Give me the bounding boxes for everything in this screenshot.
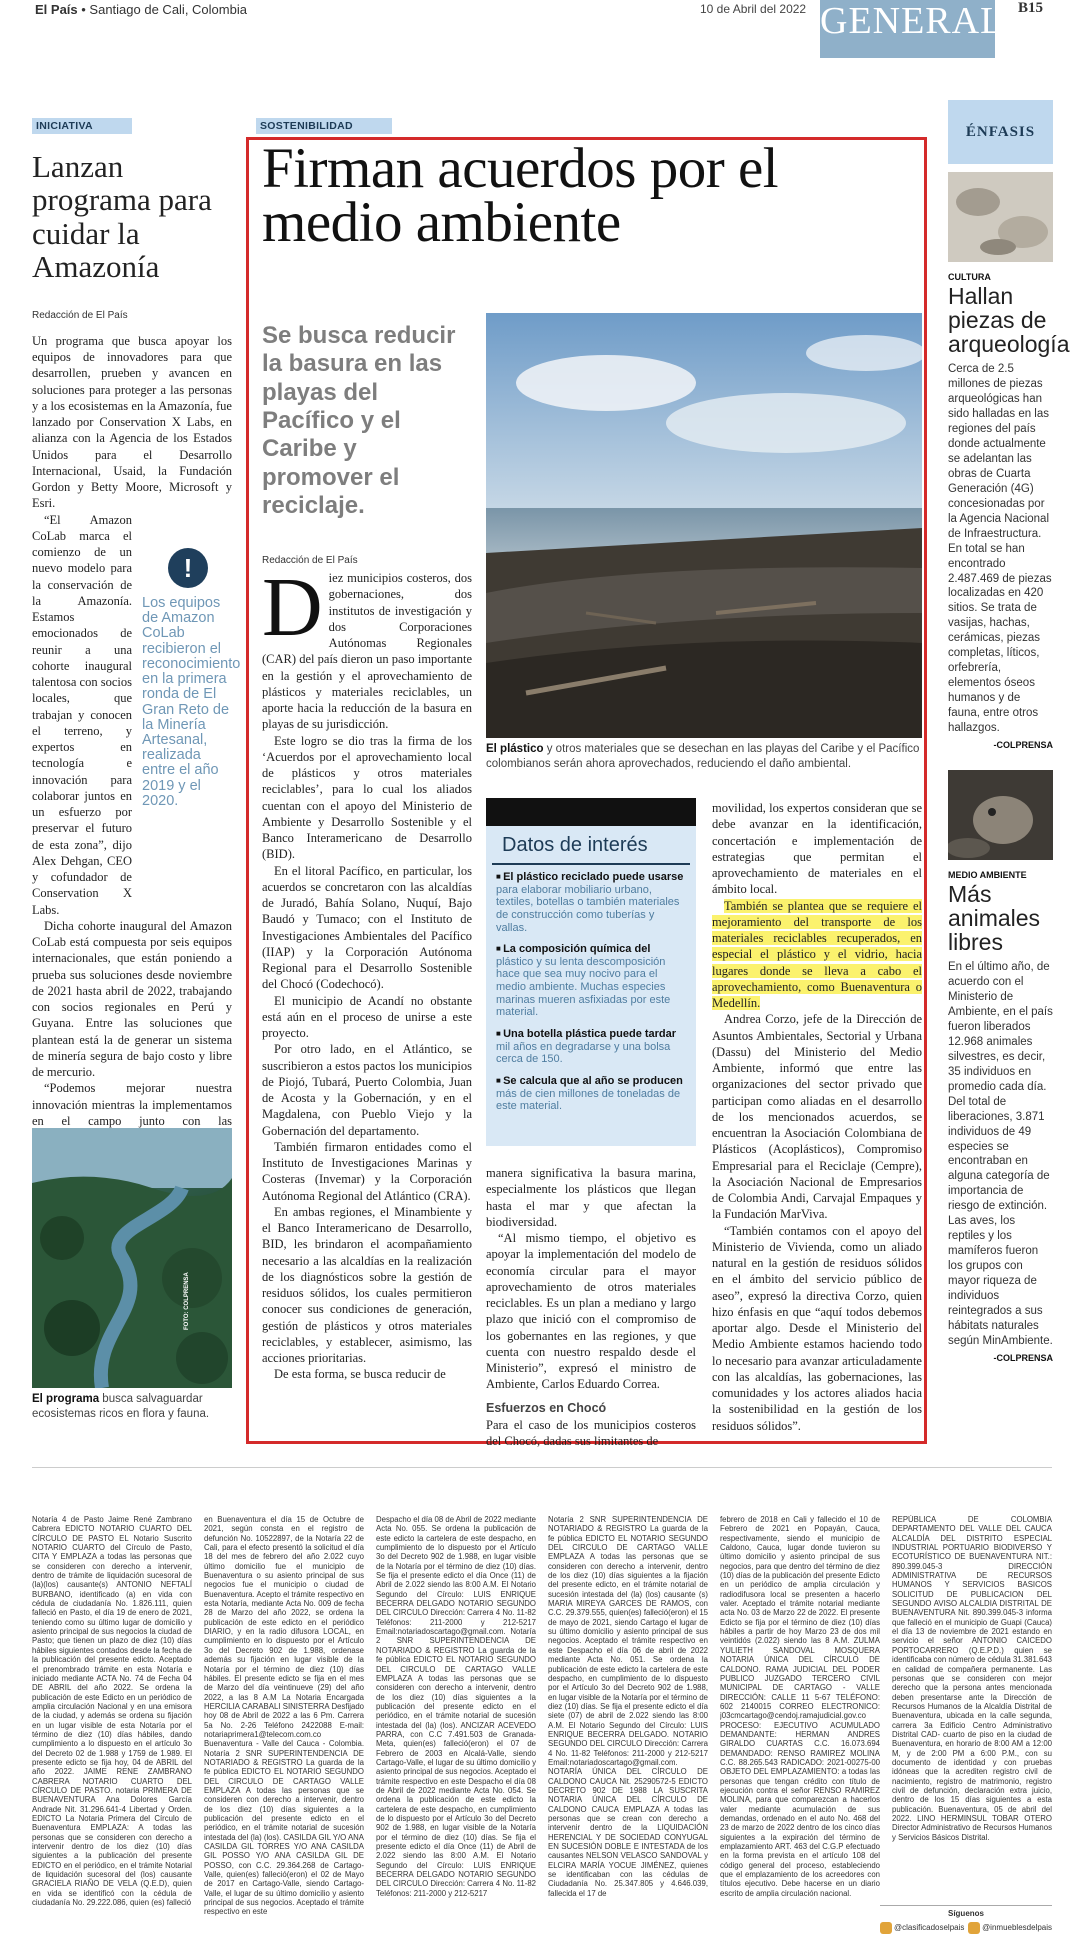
social-handles <box>880 1922 1052 1934</box>
fact-text: para elaborar mobiliario urbano, textiles, botellas o también materiales de construcción como tuberías y vallas. <box>496 883 680 934</box>
story2-credit: -COLPRENSA <box>993 1352 1053 1363</box>
column-body <box>262 561 472 1383</box>
column-body <box>486 1165 696 1449</box>
animal-photo <box>948 770 1053 860</box>
social-handle-2[interactable] <box>968 1922 1052 1934</box>
paragraph: Dicha cohorte inaugural del Amazon CoLab está compuesta por seis equipos internacionales, que están poniendo a prueba sus soluciones desde noviembre de 2021 hasta abril de 2022, trabajando con socios regionales en Perú y Guyana. Entre las soluciones que plantean está la de generar un sistema de minería segura de bajo costo y libre de mercurio. <box>32 918 232 1080</box>
paragraph: Andrea Corzo, jefe de la Dirección de Asuntos Ambientales, Sectorial y Urbana (Dassu) del Ministerio del Medio Ambiente, informó que entre las organizaciones del sector privado que participan como aliadas en el desarrollo de los mencionados acuerdos, se encuentran la Asociación Colombiana de Plásticos (Acoplásticos), Compromiso Empresarial para el Reciclaje (Cempre), la Asociación Nacional de Empresarios de Colombia Andi, Carvajal Empaques y la Fundación MarViva. <box>712 1012 922 1222</box>
paragraph: Este logro se dio tras la firma de los ‘Acuerdos por el aprovechamiento local de plásticos y otros materiales reciclables’, para lo cual los aliados cuentan con el apoyo del Ministerio de Ambiente y Desarrollo Sostenible y el Banco Interamericano de Desarrollo (BID). <box>262 733 472 862</box>
story1-credit: -COLPRENSA <box>993 739 1053 750</box>
archaeology-photo <box>948 172 1053 262</box>
issue-date: 10 de Abril del 2022 <box>700 2 807 16</box>
caption-lead: El programa <box>32 1393 100 1405</box>
left-photo-caption <box>32 1392 232 1422</box>
left-kicker: INICIATIVA <box>32 118 132 134</box>
enfasis-column <box>948 100 1070 1363</box>
fact-text: más de cien millones de toneladas de este material. <box>496 1087 681 1113</box>
social-footer <box>880 1905 1052 1934</box>
main-article-byline: Redacción de El País <box>262 555 358 566</box>
paragraph-text: iez municipios costeros, dos gobernaciones, dos institutos de investigación y dos Corporaciones Autónomas Regionales (CAR) del país dieron un paso importante en la gestión y el aprovechamiento de plásticos y materiales reciclables, un aporte hacia la reducción de la basura en playas de su jurisdicción. <box>262 571 472 732</box>
fact-lead: ■ Se calcula que al año se producen <box>496 1075 686 1088</box>
fact-item <box>496 871 686 934</box>
fact-item <box>496 943 686 1019</box>
caption-text: busca salvaguardar ecosistemas ricos en flora y fauna. <box>32 1393 210 1420</box>
instagram-icon <box>880 1922 892 1934</box>
main-article-subtitle: Se busca reducir la basura en las playas del Pacífico y el Caribe y promover el reciclaje. <box>262 322 456 519</box>
section-name: GENERAL <box>820 0 995 58</box>
column-body <box>712 800 922 1434</box>
facts-box-title: Datos de interés <box>492 826 690 865</box>
paragraph: El municipio de Acandí no obstante está aún en el proceso de unirse a este proyecto. <box>262 993 472 1040</box>
left-article-byline: Redacción de El País <box>32 309 128 321</box>
paragraph: “Al mismo tiempo, el objetivo es apoyar la implementación del modelo de economía circular para el mayor aprovechamiento de otros materiales reciclables. Es un plan a mediano y largo plazo que inició con el compromiso de los gobernantes en las regiones, y que cuenta con nuestro respaldo desde el Ministerio”, expresó el ministro de Ambiente, Carlos Eduardo Correa. <box>486 1231 696 1392</box>
social-title: Síguenos <box>880 1905 1052 1918</box>
main-column-3 <box>712 800 922 1434</box>
fact-lead: ■ El plástico reciclado puede usarse <box>496 871 686 884</box>
paragraph: Por otro lado, en el Atlántico, se suscribieron a estos pactos los municipios de Piojó, Tubará, Puerto Colombia, Juan de Acosta y la Gobernación, y en el Magdalena, con Pueblo Viejo y la Gobernación del departamento. <box>262 1042 472 1138</box>
photo-credit: FOTO: COLPRENSA <box>184 1272 190 1330</box>
archaeology-photo-art <box>948 172 1053 262</box>
notice-column <box>204 1515 364 1945</box>
story1-kicker: CULTURA <box>948 272 991 282</box>
paragraph: Un programa que busca apoyar los equipos de innovadores para que desarrollen, prueben y avancen en soluciones para proteger a las personas y a los ecosistemas en la Amazonía, fue lanzado por Conservation X Labs, en alianza con la Agencia de los Estados Unidos para el Desarrollo Internacional, Usaid, la Fundación Gordon y Betty Moore, Microsoft y Esri. <box>32 333 232 511</box>
masthead-left: El País • Santiago de Cali, Colombia <box>35 2 247 17</box>
fact-text: plástico y su lenta descomposición hace que sea muy nocivo para el medio ambiente. Muchas especies marinas mueren asfixiadas por este material. <box>496 955 671 1019</box>
notice-column <box>720 1515 880 1945</box>
paragraph: En el litoral Pacífico, en particular, los acuerdos se concretaron con las alcaldías de Juradó, Bahía Solano, Nuquí, Bajo Baudó y Tumaco; con el Instituto de Investigaciones Ambientales del Pacífico (IIAP) y la Corporación Autónoma Regional para el Desarrollo Sostenible del Chocó (Codechocó). <box>262 863 472 992</box>
amazon-photo-art <box>32 1128 232 1388</box>
fact-lead: ■ Una botella plástica puede tardar <box>496 1028 686 1041</box>
highlighted-paragraph <box>712 898 922 1012</box>
notice-column <box>548 1515 708 1945</box>
beach-photo-caption <box>486 742 922 772</box>
notice-text: Despacho el día 08 de Abril de 2022 mediante Acta No. 055. Se ordena la publicación de este edicto la cartelera de este despacho, en cumplimiento de lo dispuesto por el Artículo 3o del Decreto 902 de 1.988, en lugar visible de la Notaría por el término de diez (10) días. Se fija el presente edicto el día Once (11) de Abril de 2.022 siendo las 8:00 A.M. El Notario Segundo del Círculo: LUIS ENRIQUE BECERRA DELGADO NOTARIO SEGUNDO DEL CIRCULO Dirección: Carrera 4 No. 11-82 Teléfonos: 211-2000 y 212-5217 Email:notariadoscartago@gmail.com. Notaría 2 SNR SUPERINTENDENCIA DE NOTARIADO & REGISTRO La guarda de la fe pública EDICTO EL NOTARIO SEGUNDO DEL CIRCULO DE CARTAGO VALLE EMPLAZA A todas las personas que se consideren con derecho a intervenir, dentro de los diez (10) días siguientes a la publicación del presente edicto en el periódico, en el trámite notarial de sucesión intestada del (la) (los). ANCIZAR ACEVEDO PARRA, con C.C 7.491.503 de Granada-Meta, quien(es) falleció(eron) el 07 de Febrero de 2003 en Alcalá-Valle, siendo Cartago-Valle, el lugar de su último domicilio y asiento principal de sus negocios. Aceptado el trámite respectivo en este Despacho el día 08 de Abril de 2022 mediante Acta No. 054. Se ordena la publicación de este edicto la cartelera de este despacho, en cumplimiento de lo dispuesto por el Artículo 3o del Decreto 902 de 1.988, en lugar visible de la Notaría por el término de diez (10) días. Se fija el presente edicto el día Once (11) de Abril de 2.022 siendo las 8:00 A.M. El Notario Segundo del Círculo: LUIS ENRIQUE BECERRA DELGADO NOTARIO SEGUNDO DEL CIRCULO Dirección: Carrera 4 No. 11-82 Teléfonos: 211-2000 y 212-5217 <box>376 1515 536 1898</box>
main-article-title: Firman acuerdos por el medio ambiente <box>262 137 779 255</box>
paragraph: manera significativa la basura marina, especialmente los plásticos que llegan hasta el mar y que afectan la biodiversidad. <box>486 1166 696 1229</box>
fact-item <box>496 1075 686 1113</box>
paragraph: movilidad, los expertos consideran que se debe avanzar en la identificación, concertación e implementación de estrategias que permitan el aprovechamiento de materiales en el ámbito local. <box>712 801 922 897</box>
city: Santiago de Cali, Colombia <box>89 2 247 17</box>
main-column-2 <box>486 1165 696 1449</box>
handle-text: @inmueblesdelpais <box>982 1923 1052 1933</box>
story2-body: En el último año, de acuerdo con el Ministerio de Ambiente, en el país fueron liberados 12.968 animales silvestres, es decir, 35 individuos en promedio cada día. Del total de liberaciones, 3.871 individuos de 49 especies se encontraban en alguna categoría de importancia de riesgo de extinción. Las aves, los reptiles y los mamíferos fueron los grupos con mayor riqueza de individuos reintegrados a sus hábitats naturales según MinAmbiente. <box>948 961 1053 1347</box>
facts-box-top-bar <box>486 798 696 826</box>
facts-list <box>486 865 696 1113</box>
paragraph: En ambas regiones, el Minambiente y el Banco Interamericano de Desarrollo, BID, les brindaron el acompañamiento necesario a las alcaldías en la realización de los diagnósticos sobre la gestión de residuos sólidos, los cuales permitieron conocer sus condiciones de generación, gestión de plásticos y otros materiales reciclables, y establecer, asimismo, las acciones prioritarias. <box>262 1204 472 1365</box>
notice-text: en Buenaventura el día 15 de Octubre de 2021, según consta en el registro de defunción No. 10522897, de la Notaría 22 de Cali, para el efecto presentó la solicitud el día 18 del mes de febrero del año 2.022 cuyo último domicilio fue el municipio de Buenaventura o su asiento principal de sus negocios fue el municipio o ciudad de Buenaventura. Acepto el trámite respectivo en esta Notaría, mediante Acta No. 009 de fecha 28 de Marzo del año 2022, se ordena la publicación de este edicto en el periódico DIARIO, y en la radio difusora LOCAL, en cumplimiento en lo dispuesto por el Artículo 3o del Decreto 902 de 1.988, ordenase además su fijación en lugar visible de la Notaría por el término de diez (10) días hábiles. El presente edicto se fija en el mes de Marzo del día veintinueve (29) del año 2022, a las 8 A.M La Notaria Encargada HERCILIA CARABALI SINISTERRA Desfijado hoy 08 de Abril de 2022 a las 6 Pm. Carrera 5a No. 2-26 Teléfono 2422088 E-mail: notariaprimera1@telecom.com.co Buenaventura - Valle del Cauca - Colombia. Notaría 2 SNR SUPERINTENDENCIA DE NOTARIADO & REGISTRO La guarda de la fe pública EDICTO EL NOTARIO SEGUNDO DEL CIRCULO DE CARTAGO VALLE EMPLAZA A todas las personas que se consideren con derecho a intervenir, dentro de los diez (10) días siguientes a la publicación del presente edicto en el periódico, en el trámite notarial de sucesión intestada del (la) (los). CASILDA GIL Y/O ANA CASILDA GIL TORRES Y/O ANA CASILDA GIL POSSO Y/O ANA CASILDA GIL DE POSSO, con C.C. 29.364.268 de Cartago-Valle, quien(es) falleció(eron) el 02 de Mayo de 2017 en Cartago-Valle, siendo Cartago-Valle, el lugar de su último domicilio y asiento principal de sus negocios. Aceptado el trámite respectivo en este <box>204 1515 364 1917</box>
paragraph: “También contamos con el apoyo del Ministerio de Vivienda, como un aliado natural en la gestión de residuos sólidos en el ámbito del servicio público de aseo”, expresó la directiva Corzo, quien hizo énfasis en que “aquí todos debemos aportar algo. Desde el Ministerio del Medio Ambiente estamos haciendo todo lo necesario para avanzar articuladamente con las alcaldías, las gobernaciones, las comunidades y los actores aliados hacia la sostenibilidad en la gestión de los residuos sólidos”. <box>712 1223 922 1433</box>
paragraph: De esta forma, se busca reducir de <box>274 1367 446 1382</box>
story2-kicker: MEDIO AMBIENTE <box>948 869 1027 880</box>
page-number: B15 <box>1018 0 1044 16</box>
paragraph <box>262 561 472 733</box>
paragraph-text: “El Amazon CoLab marca el comienzo de un nuevo modelo para la conservación de la Amazonía. Estamos emocionados de reunir a una cohorte inaugural talentosa con socios locales, que trabajan y conocen el terreno, y expertos en tecnología e innovación para colaborar juntos en un esfuerzo por preservar el futuro de esta zona”, dijo Alex Dehgan, CEO y cofundador de Conservation X Labs. <box>32 512 132 917</box>
animal-photo-art <box>948 770 1053 860</box>
paragraph: También firmaron entidades como el Instituto de Investigaciones Marinas y Costeras (Invemar) y la Corporación Autónoma Regional del Atlántico (CRA). <box>262 1139 472 1203</box>
fact-lead: ■ La composición química del <box>496 943 686 956</box>
amazon-photo <box>32 1128 232 1388</box>
paper-name: El País <box>35 2 78 17</box>
main-column-1 <box>262 561 472 1383</box>
facts-box <box>486 798 696 1146</box>
subhead: Esfuerzos en Chocó <box>486 1400 607 1415</box>
story1-body: Cerca de 2.5 millones de piezas arqueológicas han sido halladas en las regiones del país donde actualmente se adelantan las obras de Cuarta Generación (4G) concesionadas por la Agencia Nacional de Infraestructura. En total se han encontrado 2.487.469 de piezas localizadas en 420 sitios. Se trata de vasijas, hachas, cerámicas, piezas completas, líticos, orfebrería, elementos óseos humanos y de fauna, entre otros hallazgos. <box>948 363 1052 734</box>
main-kicker: SOSTENIBILIDAD <box>256 118 392 134</box>
notice-column <box>892 1515 1052 1900</box>
notice-column <box>376 1515 536 1945</box>
pull-quote <box>142 548 241 809</box>
legal-notices <box>32 1515 1052 1945</box>
highlight: También se plantea que se requiere el mejoramiento del transporte de los materiales reciclables recuperados, en especial el plástico y el vidrio, hacia lugares donde se lleva a cabo el aprovechamiento, como Buenaventura o Medellín. <box>712 898 922 1010</box>
fact-text: mil años en degradarse y una bolsa cerca de 150. <box>496 1040 671 1066</box>
instagram-icon <box>968 1922 980 1934</box>
exclamation-icon: ! <box>168 548 208 588</box>
notice-text: febrero de 2018 en Cali y fallecido el 10 de Febrero de 2021 en Popayán, Cauca, respectivamente, siendo el municipio de Caldono, Cauca, lugar donde tuvieron su último domicilio y asiento principal de sus negocios, para que dentro del término de diez (10) días de la publicación del presente Edicto en un periódico de amplia circulación y radiodifusora local se presenten a hacerlo valer. Aceptado el trámite notarial mediante acta No. 03 de Marzo 22 de 2022. El presente Edicto se fija por el término de diez (10) días hábiles a partir de hoy Marzo 23 de dos mil veintidós (2.022) siendo las 8 A.M. ZULMA YULIETH SANDOVAL MOSQUERA NOTARIA ÚNICA DEL CÍRCULO DE CALDONO. RAMA JUDICIAL DEL PODER PUBLICO JUZGADO TERCERO CIVIL MUNICIPAL DE CARTAGO - VALLE DIRECCIÓN: CALLE 11 5-67 TELÉFONO: 602 2140015 CORREO ELECTRONICO: j03cmcartago@cendoj.ramajudicial.gov.co PROCESO: EJECUTIVO ACUMULADO DEMANDANTE: HERMAN ANDRES GIRALDO CUARTAS C.C. 16.073.694 DEMANDADO: RENSO RAMIREZ MOLINA C.C. 88.265.543 RADICADO: 2021-00275-00 OBJETO DEL EMPLAZAMIENTO: a todas las personas que tengan crédito con título de ejecución contra el señor RENSO RAMIREZ MOLINA, para que comparezcan a hacerlos valer mediante acumulación de sus demandas, ordenado en el auto No. 468 del 23 de marzo de 2022 dentro de los cinco días siguientes a la expiración del término de emplazamiento ART. 463 del C.G.P efectuado en la forma prevista en el artículo 108 del código general del proceso, estableciendo que el emplazamiento de los acreedores con títulos ejecutivo. Debe hacerse en un diario escrito de amplia circulación nacional. <box>720 1515 880 1898</box>
notices-divider <box>32 1467 1052 1468</box>
beach-photo <box>486 313 922 738</box>
notice-text: Notaría 4 de Pasto Jaime René Zambrano Cabrera EDICTO NOTARIO CUARTO DEL CÍRCULO DE PASTO EL Notario Suscrito NOTARIO CUARTO del Círculo de Pasto, CITA Y EMPLAZA a todas las personas que se consideren con derecho a intervenir, dentro de trámite de liquidación sucesoral de (la)(los) causante(s) ANTONIO NEFTALÍ BURBANO, identificado (a) en vida con cédula de ciudadanía No. 1.826.111, quien falleció en Pasto, el día 19 de enero de 2021, teniendo como su último lugar de domicilio y asiento principal de sus negocios la ciudad de Pasto; que tienen un plazo de diez (10) días hábiles siguientes contados desde la fecha de la publicación del presente edicto. Aceptado el prenombrado trámite en esta Notaría e iniciado mediante ACTA No. 74 de Fecha 04 DE ABRIL del año 2022. Se ordena la publicación de este Edicto en un periódico de amplia circulación Nacional y en una emisora de la ciudad, y además se ordena su fijación en un lugar visible de esta Notaría por el término de diez (10) días hábiles, dando cumplimiento a lo dispuesto en el artículo 3o del Decreto 02 de 1.988 y 1759 de 1.989. El presente edicto se fija hoy, 04 de ABRIL del año 2022. JAIME RENE ZAMBRANO CABRERA NOTARIO CUARTO DEL CÍRCULO DE PASTO. notaria PRIMERA DE BUENAVENTURA Ana Dolores García Andrade Nit. 31.296.641-4 Libertad y Orden. EDICTO La Notaria Primera del Círculo de Buenaventura EMPLAZA: A todas las personas que se consideren con derecho a intervenir dentro de los diez (10) días siguientes a la publicación del presente EDICTO en el periódico, en el trámite Notarial de liquidación sucesoral del (los) causante GRACIELA RIAÑO DE VELA (Q.E.D), quien en vida se identificó con la cédula de ciudadanía No. 29.222.086, quien (es) falleció <box>32 1515 192 1908</box>
story2-title: Más animales libres <box>948 880 1041 956</box>
left-article-title: Lanzan programa para cuidar la Amazonía <box>32 149 212 285</box>
masthead <box>0 0 1080 40</box>
paragraph: “Podemos mejorar nuestra innovación mientras la implementamos en el campo junto con las <box>32 1081 232 1128</box>
enfasis-header: ÉNFASIS <box>948 100 1053 164</box>
pull-quote-text: Los equipos de Amazon CoLab recibieron el reconocimiento en la primera ronda de El Gran Reto de la Minería Artesanal, realizada entre el año 2019 y el 2020. <box>142 595 241 809</box>
caption-text: y otros materiales que se desechan en las playas del Caribe y el Pacífico colombianos serán ahora aprovechados, reduciendo el daño ambiental. <box>486 743 920 770</box>
notice-text: REPÚBLICA DE COLOMBIA DEPARTAMENTO DEL VALLE DEL CAUCA ALCALDÍA DEL DISTRITO ESPECIAL INDUSTRIAL PORTUARIO BIODIVERSO Y ECOTURÍSTICO DE BUENAVENTURA NIT.: 890.399.045-3 DIRECCIÓN ADMINISTRATIVA DE RECURSOS HUMANOS Y SERVICIOS BASICOS SOLICITUD DE PUBLICACION DEL SEGUNDO AVISO ALCALDIA DISTRITAL DE BUENAVENTURA Nit. 890.399.045-3 informa que falleció en el municipio de Guapi (Cauca) el día 13 de noviembre de 2021 estando en servicio el señor ANTONIO CAICEDO PORTOCARRERO (Q.E.P.D.) quien se identificaba con número de cédula 31.381.643 en calidad de compañera permanente. Las personas que se consideren con mejor derecho que la persona antes mencionada deben presentarse ante la Dirección de Recursos Humanos de la Alcaldía Distrital de Buenaventura, ubicada en la calle segunda, carrera 3a Edificio Centro Administrativo Distrital CAD- cuarto de piso en la ciudad de Buenaventura, en horario de 8:00 AM a 12:00 M, y de 2:00 PM a 6:00 P.M., con su documento de identidad y con pruebas idóneas que la acrediten registro civil de nacimiento, registro de matrimonio, registro civil de defunción, declaración extra juicio, dentro de los 15 días siguientes a esta publicación. Buenaventura, 05 de abril del 2022. LINO HERMINSUL TOBAR OTERO Director Administrativo de Recursos Humanos y Servicios Básicos Distrital. <box>892 1515 1052 1842</box>
drop-cap: D <box>262 561 323 654</box>
handle-text: @clasificadoselpais <box>894 1923 965 1933</box>
beach-photo-art <box>486 313 922 738</box>
notice-text: Notaría 2 SNR SUPERINTENDENCIA DE NOTARIADO & REGISTRO La guarda de la fe pública EDICTO EL NOTARIO SEGUNDO DEL CIRCULO DE CARTAGO VALLE EMPLAZA A todas las personas que se consideren con derecho a intervenir, dentro de los diez (10) días siguientes a la fijación del presente edicto, en el trámite notarial de sucesión intestada del (la) (los) causante (s) MARIA MIREYA GARCES DE RAMOS, con C.C. 29.379.555, quien(es) falleció(eron) el 15 de mayo de 2021, siendo Cartago el lugar de su último domicilio y asiento principal de sus negocios. Aceptado el trámite respectivo en este Despacho el día 06 de abril de 2022 mediante Acta No. 051. Se ordena la publicación de este edicto la cartelera de este despacho, en cumplimiento de lo dispuesto por el Artículo 3o del Decreto 902 de 1.988, en lugar visible de la Notaría por el término de diez (10) días. Se fija el presente edicto el día siete (07) de abril de 2.022 siendo las 8:00 A.M. El Notario Segundo del Círculo: LUIS ENRIQUE BECERRA DELGADO. NOTARIO SEGUNDO DEL CIRCULO Dirección: Carrera 4 No. 11-82 Teléfonos: 211-2000 y 212-5217 Email:notariadoscartago@gmail.com. NOTARÍA ÚNICA DEL CÍRCULO DE CALDONO CAUCA Nit. 25290572-5 EDICTO DECRETO 902 DE 1988 LA SUSCRITA NOTARIA ÚNICA DEL CÍRCULO DE CALDONO CAUCA EMPLAZA A todas las personas que se crean con derecho a intervenir dentro de la LIQUIDACIÓN HERENCIAL Y DE SOCIEDAD CONYUGAL EN SUCESIÓN DOBLE E INTESTADA de los causantes NELSON VELASCO SANDOVAL y ELCIRA MARÍA YOCUE JIMÉNEZ, quienes se identificaban con las cédulas de Ciudadanía No. 25.347.805 y 4.646.039, fallecida el 17 de <box>548 1515 708 1898</box>
notice-column <box>32 1515 192 1945</box>
caption-lead: El plástico <box>486 743 544 755</box>
social-handle-1[interactable] <box>880 1922 964 1934</box>
paragraph: Para el caso de los municipios costeros del Chocó, dadas sus limitantes de <box>486 1417 696 1448</box>
fact-item <box>496 1028 686 1066</box>
story1-title: Hallan piezas de arqueología <box>948 283 1070 358</box>
